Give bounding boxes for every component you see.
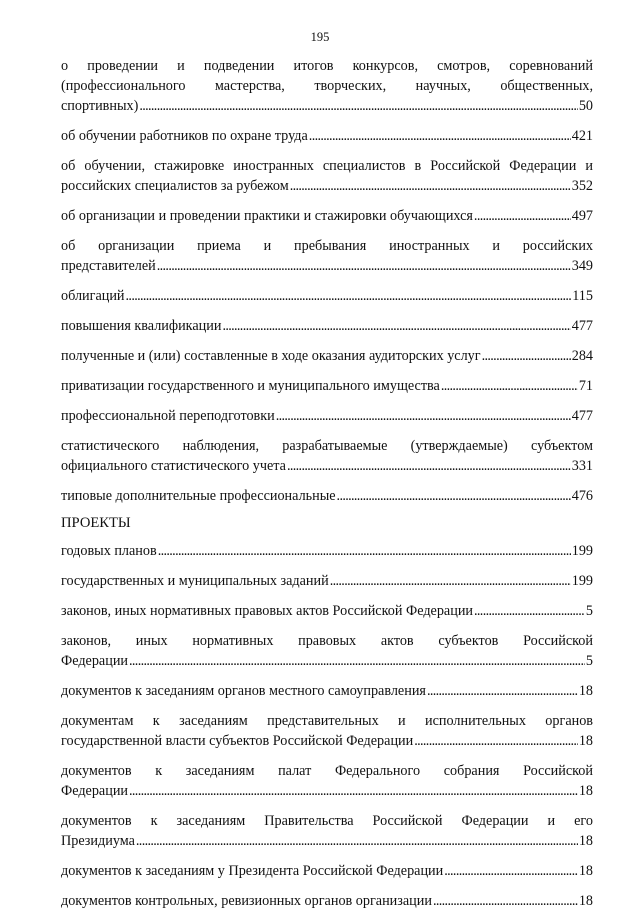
- entry-page-number: 497: [571, 208, 593, 224]
- entry-text: государственной власти субъектов Российской Федерации: [61, 733, 414, 749]
- index-entry: [61, 601, 593, 621]
- entry-text-lead: документам к заседаниям представительных и исполнительных органов: [61, 713, 593, 729]
- index-entry: [61, 436, 593, 476]
- entry-text: законов, иных нормативных правовых актов Российской Федерации: [61, 603, 474, 619]
- entry-page-number: 115: [572, 288, 593, 304]
- dot-leader: [287, 456, 571, 476]
- entry-text: об обучении работников по охране труда: [61, 128, 308, 144]
- entry-page-number: 284: [571, 348, 593, 364]
- entry-text-lead: законов, иных нормативных правовых актов субъектов Российской: [61, 633, 593, 649]
- entry-text: Федерации: [61, 653, 129, 669]
- entry-text-lead: документов к заседаниям палат Федерального собрания Российской: [61, 763, 593, 779]
- entry-text-lead: об организации приема и пребывания иностранных и российских: [61, 238, 593, 254]
- dot-leader: [129, 781, 578, 801]
- entry-line: [61, 681, 593, 701]
- index-entry: [61, 406, 593, 426]
- index-entry: [61, 126, 593, 146]
- entry-line: [61, 456, 593, 476]
- entry-page-number: 199: [571, 543, 593, 559]
- entry-page-number: 18: [578, 783, 593, 799]
- entry-line: [61, 286, 593, 306]
- index-entry: [61, 631, 593, 671]
- index-entries-projects: [61, 541, 593, 911]
- index-entry: [61, 236, 593, 276]
- dot-leader: [139, 96, 577, 116]
- dot-leader: [222, 316, 570, 336]
- entry-text-lead: статистического наблюдения, разрабатываемые (утверждаемые) субъектом: [61, 438, 593, 454]
- entry-page-number: 331: [571, 458, 593, 474]
- dot-leader: [474, 206, 571, 226]
- entry-page-number: 421: [571, 128, 593, 144]
- entry-text: российских специалистов за рубежом: [61, 178, 289, 194]
- entry-text: повышения квалификации: [61, 318, 222, 334]
- dot-leader: [136, 831, 578, 851]
- entry-page-number: 477: [571, 318, 593, 334]
- page-number: 195: [310, 30, 330, 44]
- index-entry: [61, 861, 593, 881]
- index-entries-top: [61, 56, 593, 506]
- entry-line: [61, 651, 593, 671]
- entry-text: Федерации: [61, 783, 129, 799]
- dot-leader: [441, 376, 578, 396]
- entry-line: [61, 406, 593, 426]
- entry-line: [61, 731, 593, 751]
- entry-text: документов контрольных, ревизионных органов организации: [61, 893, 432, 909]
- entry-line: [61, 376, 593, 396]
- dot-leader: [433, 891, 578, 911]
- index-entry: [61, 56, 593, 116]
- entry-text: полученные и (или) составленные в ходе оказания аудиторских услуг: [61, 348, 481, 364]
- index-entry: [61, 346, 593, 366]
- dot-leader: [290, 176, 571, 196]
- entry-line: [61, 346, 593, 366]
- entry-text: Президиума: [61, 833, 135, 849]
- entry-line: [61, 781, 593, 801]
- entry-page-number: 18: [578, 863, 593, 879]
- subject-index: [61, 56, 593, 921]
- entry-text-lead: документов к заседаниям Правительства Российской Федерации и его: [61, 813, 593, 829]
- entry-text: типовые дополнительные профессиональные: [61, 488, 336, 504]
- entry-page-number: 18: [578, 833, 593, 849]
- entry-line: [61, 486, 593, 506]
- dot-leader: [337, 486, 571, 506]
- entry-text: представителей: [61, 258, 156, 274]
- index-entry: [61, 316, 593, 336]
- dot-leader: [309, 126, 571, 146]
- entry-page-number: 71: [578, 378, 593, 394]
- dot-leader: [444, 861, 578, 881]
- entry-line: [61, 891, 593, 911]
- entry-text: профессиональной переподготовки: [61, 408, 275, 424]
- index-entry: [61, 286, 593, 306]
- dot-leader: [414, 731, 578, 751]
- entry-page-number: 50: [578, 98, 593, 114]
- entry-line: [61, 126, 593, 146]
- entry-line: [61, 206, 593, 226]
- dot-leader: [126, 286, 572, 306]
- entry-line: [61, 176, 593, 196]
- dot-leader: [129, 651, 585, 671]
- entry-page-number: 349: [571, 258, 593, 274]
- entry-line: [61, 601, 593, 621]
- index-entry: [61, 541, 593, 561]
- entry-text: приватизации государственного и муниципального имущества: [61, 378, 440, 394]
- dot-leader: [276, 406, 571, 426]
- entry-text: об организации и проведении практики и стажировки обучающихся: [61, 208, 473, 224]
- entry-text: документов к заседаниям органов местного самоуправления: [61, 683, 426, 699]
- entry-page-number: 476: [571, 488, 593, 504]
- entry-text-lead: об обучении, стажировке иностранных специалистов в Российской Федерации и: [61, 158, 593, 174]
- entry-text: годовых планов: [61, 543, 157, 559]
- dot-leader: [158, 541, 571, 561]
- index-entry: [61, 761, 593, 801]
- entry-page-number: 5: [585, 653, 593, 669]
- entry-line: [61, 861, 593, 881]
- entry-page-number: 5: [585, 603, 593, 619]
- entry-page-number: 18: [578, 683, 593, 699]
- index-entry: [61, 376, 593, 396]
- entry-line: [61, 316, 593, 336]
- index-entry: [61, 711, 593, 751]
- index-entry: [61, 891, 593, 911]
- entry-line: [61, 256, 593, 276]
- entry-line: [61, 831, 593, 851]
- index-entry: [61, 681, 593, 701]
- dot-leader: [330, 571, 571, 591]
- entry-text-lead: о проведении и подведении итогов конкурсов, смотров, соревнований (профессионального мастерства, творческих, научных, общественных,: [61, 58, 593, 94]
- index-entry: [61, 156, 593, 196]
- dot-leader: [427, 681, 578, 701]
- entry-line: [61, 571, 593, 591]
- entry-page-number: 477: [571, 408, 593, 424]
- entry-page-number: 352: [571, 178, 593, 194]
- entry-text: спортивных): [61, 98, 139, 114]
- entry-page-number: 18: [578, 733, 593, 749]
- index-entry: [61, 206, 593, 226]
- entry-text: облигаций: [61, 288, 125, 304]
- section-heading: ПРОЕКТЫ: [61, 515, 131, 531]
- entry-text: официального статистического учета: [61, 458, 286, 474]
- entry-page-number: 18: [578, 893, 593, 909]
- entry-text: документов к заседаниям у Президента Российской Федерации: [61, 863, 444, 879]
- dot-leader: [482, 346, 571, 366]
- entry-text: государственных и муниципальных заданий: [61, 573, 329, 589]
- dot-leader: [474, 601, 585, 621]
- index-entry: [61, 486, 593, 506]
- entry-line: [61, 541, 593, 561]
- dot-leader: [157, 256, 571, 276]
- entry-line: [61, 96, 593, 116]
- entry-page-number: 199: [571, 573, 593, 589]
- index-entry: [61, 571, 593, 591]
- index-entry: [61, 811, 593, 851]
